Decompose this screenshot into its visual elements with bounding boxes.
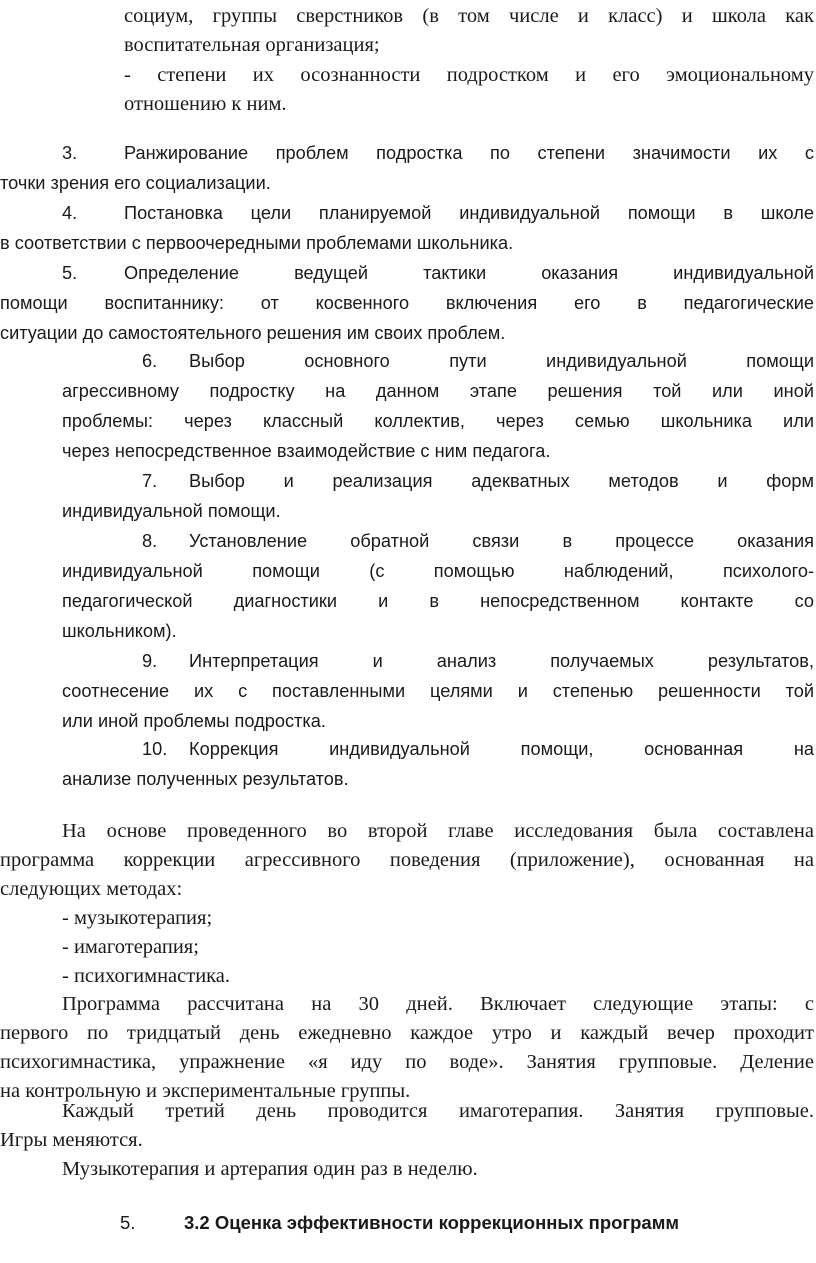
list-item: [0, 198, 814, 258]
item-text: Выбор основного пути индивидуальной помощи: [189, 351, 814, 371]
item-number: 8.: [142, 531, 158, 551]
item-number: 5.: [62, 263, 78, 283]
item-text: агрессивному подростку на данном этапе решения той или иной: [62, 381, 814, 401]
item-number: 6.: [142, 351, 158, 371]
item-text: Постановка цели планируемой индивидуальной помощи в школе: [124, 203, 814, 223]
item-text: школьником).: [62, 621, 177, 641]
item-number: 3.: [62, 143, 78, 163]
program-details-paragraph: [0, 990, 814, 1106]
text-line: отношению к ним.: [124, 93, 287, 115]
third-day-paragraph: [0, 1097, 814, 1155]
item-text: или иной проблемы подростка.: [62, 711, 326, 731]
list-item: - психогимнастика.: [62, 965, 231, 987]
item-text: Ранжирование проблем подростка по степени значимости их с: [124, 143, 814, 163]
heading-title: 3.2 Оценка эффективности коррекционных программ: [184, 1212, 680, 1233]
list-item: - музыкотерапия;: [62, 907, 213, 929]
list-item: [62, 466, 814, 526]
item-text: индивидуальной помощи (с помощью наблюдений, психолого-: [62, 561, 814, 581]
item-text: Интерпретация и анализ получаемых результатов,: [189, 651, 814, 671]
item-text: Выбор и реализация адекватных методов и форм: [189, 471, 814, 491]
item-text: Коррекция индивидуальной помощи, основанная на: [189, 739, 814, 759]
list-item: [62, 646, 814, 736]
item-text: помощи воспитаннику: от косвенного включения его в педагогические: [0, 293, 814, 313]
text-line: Музыкотерапия и артерапия один раз в неделю.: [62, 1158, 478, 1180]
list-item: [62, 734, 814, 794]
text-line: На основе проведенного во второй главе исследования была составлена: [62, 820, 814, 842]
text-line: на контрольную и экспериментальные группы.: [0, 1080, 411, 1102]
text-line: психогимнастика, упражнение «я иду по воде». Занятия групповые. Деление: [0, 1051, 814, 1073]
text-line: программа коррекции агрессивного поведения (приложение), основанная на: [0, 849, 814, 871]
program-intro-paragraph: [0, 817, 814, 904]
text-line: Игры меняются.: [0, 1129, 143, 1151]
section-heading: [120, 1208, 679, 1238]
text-line: воспитательная организация;: [124, 34, 380, 56]
item-number: 10.: [142, 739, 168, 759]
list-item: [0, 138, 814, 198]
item-text: индивидуальной помощи.: [62, 501, 281, 521]
item-number: 4.: [62, 203, 78, 223]
text-line: Программа рассчитана на 30 дней. Включает следующие этапы: с: [62, 993, 814, 1015]
weekly-paragraph: [0, 1155, 814, 1184]
item-number: 7.: [142, 471, 158, 491]
item-text: проблемы: через классный коллектив, через семью школьника или: [62, 411, 814, 431]
text-line: первого по тридцатый день ежедневно каждое утро и каждый вечер проходит: [0, 1022, 814, 1044]
methods-list: [62, 904, 230, 991]
text-line: социум, группы сверстников (в том числе и класс) и школа как: [124, 5, 814, 27]
list-item: [62, 526, 814, 646]
item-text: через непосредственное взаимодействие с ним педагога.: [62, 441, 551, 461]
text-line: - степени их осознанности подростком и его эмоциональному: [124, 64, 814, 86]
item-text: точки зрения его социализации.: [0, 173, 271, 193]
list-item: [0, 258, 814, 348]
item-text: Определение ведущей тактики оказания индивидуальной: [124, 263, 814, 283]
continuation-block: [124, 2, 814, 119]
text-line: следующих методах:: [0, 878, 183, 900]
item-text: соотнесение их с поставленными целями и степенью решенности той: [62, 681, 814, 701]
heading-number: 5.: [120, 1212, 136, 1233]
text-line: Каждый третий день проводится имаготерапия. Занятия групповые.: [62, 1100, 814, 1122]
item-text: в соответствии с первоочередными проблемами школьника.: [0, 233, 514, 253]
item-number: 9.: [142, 651, 158, 671]
item-text: анализе полученных результатов.: [62, 769, 349, 789]
list-item: [62, 346, 814, 466]
item-text: педагогической диагностики и в непосредственном контакте со: [62, 591, 814, 611]
list-item: - имаготерапия;: [62, 936, 199, 958]
item-text: ситуации до самостоятельного решения им своих проблем.: [0, 323, 506, 343]
item-text: Установление обратной связи в процессе оказания: [189, 531, 814, 551]
